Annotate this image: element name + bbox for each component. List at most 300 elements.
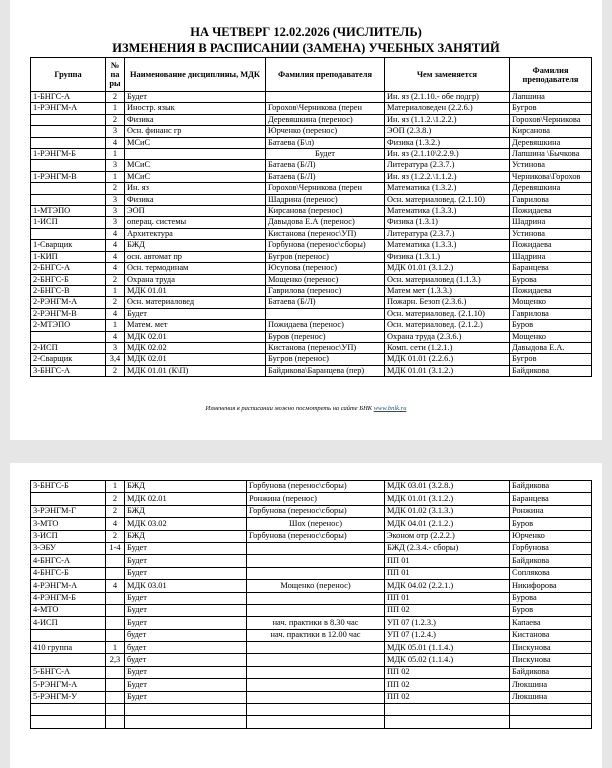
cell-new-teacher: Ронжина — [510, 505, 592, 517]
table-row — [31, 679, 592, 691]
cell-group — [31, 654, 106, 666]
cell-discipline: Ин. яз — [125, 183, 266, 194]
table-row — [31, 691, 592, 703]
col-header-new-teacher: Фамилия преподавателя — [510, 58, 592, 92]
table-row — [31, 92, 592, 103]
cell-pair: 3 — [106, 126, 125, 137]
cell-discipline: Охрана труда — [125, 274, 266, 285]
cell-teacher — [247, 704, 385, 716]
cell-replacement: Материаловеден (2.2.6.) — [385, 103, 510, 114]
cell-new-teacher: Шадрина — [510, 217, 592, 228]
cell-pair: 4 — [106, 331, 125, 342]
col-header-teacher: Фамилия преподавателя — [266, 58, 385, 92]
cell-group — [31, 137, 106, 148]
cell-discipline: Будет — [125, 308, 266, 319]
cell-new-teacher: Кистанова — [510, 629, 592, 641]
cell-replacement: БЖД (2.3.4.- сборы) — [385, 542, 510, 554]
cell-pair: 4 — [106, 228, 125, 239]
cell-replacement: МДК 04.01 (2.1.2.) — [385, 518, 510, 530]
table-row — [31, 217, 592, 228]
cell-discipline: МДК 02.01 — [125, 331, 266, 342]
cell-new-teacher: Пожидаева — [510, 285, 592, 296]
cell-new-teacher: Байдикова — [510, 481, 592, 493]
cell-discipline: осн. автомат пр — [125, 251, 266, 262]
table-row — [31, 704, 592, 716]
cell-group: 3-ЭБУ — [31, 542, 106, 554]
cell-new-teacher — [510, 704, 592, 716]
cell-new-teacher: Горохов\Черникова — [510, 114, 592, 125]
cell-replacement: УП 07 (1.2.3.) — [385, 617, 510, 629]
cell-group: 1-РЭНГМ-В — [31, 171, 106, 182]
table-row — [31, 149, 592, 160]
cell-group — [31, 493, 106, 505]
cell-pair: 2 — [106, 92, 125, 103]
cell-pair: 1 — [106, 481, 125, 493]
cell-teacher: Кистанова (перенос\УП) — [266, 342, 385, 353]
schedule-table-2 — [30, 480, 592, 729]
cell-discipline — [125, 704, 247, 716]
cell-new-teacher: Деревяшкина — [510, 137, 592, 148]
cell-replacement: Осн. материаловед. (2.1.2.) — [385, 320, 510, 331]
cell-replacement: ЭОП (2.3.8.) — [385, 126, 510, 137]
col-header-replacement: Чем заменяется — [385, 58, 510, 92]
cell-group: 2-ИСП — [31, 342, 106, 353]
cell-replacement: МДК 04.02 (2.2.1.) — [385, 580, 510, 592]
cell-discipline: будет — [125, 642, 247, 654]
cell-replacement: МДК 01.01 (2.2.6.) — [385, 354, 510, 365]
cell-group: 4-РЭНГМ-Б — [31, 592, 106, 604]
schedule-page-1 — [10, 0, 602, 440]
cell-pair: 2 — [106, 493, 125, 505]
table-row — [31, 342, 592, 353]
cell-teacher — [247, 691, 385, 703]
cell-replacement: ПП 02 — [385, 604, 510, 616]
cell-pair: 2 — [106, 530, 125, 542]
table-row — [31, 604, 592, 616]
table-row — [31, 228, 592, 239]
cell-teacher — [247, 567, 385, 579]
cell-pair: 1 — [106, 285, 125, 296]
cell-new-teacher: Юрченко — [510, 530, 592, 542]
cell-new-teacher: Пожидаева — [510, 240, 592, 251]
cell-discipline: Будет — [125, 679, 247, 691]
cell-new-teacher: Люкшина — [510, 691, 592, 703]
cell-pair: 3 — [106, 194, 125, 205]
cell-replacement: МДК 01.01 (3.1.2.) — [385, 263, 510, 274]
table-row — [31, 354, 592, 365]
cell-replacement: МДК 01.01 (3.1.2.) — [385, 365, 510, 376]
cell-group — [31, 716, 106, 728]
table-row — [31, 297, 592, 308]
note-text: Изменения в расписании можно посмотреть на сайте БНК — [205, 405, 373, 412]
cell-new-teacher: Пожидаева — [510, 206, 592, 217]
cell-pair: 3 — [106, 160, 125, 171]
cell-pair: 1 — [106, 103, 125, 114]
cell-group: 5-РЭНГМ-У — [31, 691, 106, 703]
cell-pair — [106, 629, 125, 641]
cell-teacher — [266, 308, 385, 319]
cell-teacher — [247, 592, 385, 604]
cell-replacement: Математика (1.3.2.) — [385, 183, 510, 194]
cell-replacement — [385, 704, 510, 716]
cell-discipline: Физика — [125, 114, 266, 125]
cell-teacher: Батаева (Б/Л) — [266, 297, 385, 308]
table-header — [31, 58, 592, 92]
cell-group: 3-БНГС-А — [31, 365, 106, 376]
cell-pair — [106, 679, 125, 691]
cell-group: 1-РЭНГМ-Б — [31, 149, 106, 160]
cell-pair: 4 — [106, 240, 125, 251]
table-row — [31, 320, 592, 331]
cell-replacement: Комп. сети (1.2.1.) — [385, 342, 510, 353]
cell-teacher: Давыдова Е.А (перенос) — [266, 217, 385, 228]
table-row — [31, 126, 592, 137]
cell-group: 2-РЭНГМ-В — [31, 308, 106, 319]
cell-group: 5-БНГС-А — [31, 666, 106, 678]
cell-new-teacher: Гаврилова — [510, 194, 592, 205]
cell-teacher — [247, 542, 385, 554]
cell-group — [31, 114, 106, 125]
cell-discipline: Будет — [125, 691, 247, 703]
cell-discipline: БЖД — [125, 505, 247, 517]
cell-discipline: МДК 03.01 — [125, 580, 247, 592]
cell-new-teacher: Мощенко — [510, 331, 592, 342]
cell-discipline: МДК 02.01 — [125, 354, 266, 365]
cell-new-teacher: Буров — [510, 604, 592, 616]
cell-discipline: МСиС — [125, 160, 266, 171]
cell-new-teacher: Кирсанова — [510, 126, 592, 137]
cell-discipline: Матем. мет — [125, 320, 266, 331]
cell-new-teacher: Черникова\Горохов — [510, 171, 592, 182]
cell-new-teacher: Бугров — [510, 354, 592, 365]
cell-replacement: ПП 01 — [385, 592, 510, 604]
cell-discipline: операц. системы — [125, 217, 266, 228]
table-row — [31, 160, 592, 171]
cell-new-teacher: Никифорова — [510, 580, 592, 592]
cell-teacher: Горбунова (перенос\сборы) — [247, 505, 385, 517]
cell-new-teacher: Устинова — [510, 160, 592, 171]
cell-pair: 3 — [106, 217, 125, 228]
cell-teacher — [247, 666, 385, 678]
cell-discipline: будет — [125, 629, 247, 641]
cell-group: 1-РЭНГМ-А — [31, 103, 106, 114]
cell-teacher — [247, 642, 385, 654]
cell-teacher: Бугров (перенос) — [266, 251, 385, 262]
cell-group — [31, 331, 106, 342]
cell-group — [31, 228, 106, 239]
cell-discipline: Будет — [125, 92, 266, 103]
cell-discipline: Будет — [125, 555, 247, 567]
table-row — [31, 629, 592, 641]
table-row — [31, 365, 592, 376]
cell-pair: 4 — [106, 137, 125, 148]
cell-discipline: Физика — [125, 194, 266, 205]
table-row — [31, 481, 592, 493]
cell-group: 4-РЭНГМ-А — [31, 580, 106, 592]
cell-replacement: Осн. материаловед (1.1.3.) — [385, 274, 510, 285]
table-row — [31, 493, 592, 505]
cell-new-teacher: Пискунова — [510, 654, 592, 666]
cell-pair — [106, 666, 125, 678]
cell-pair: 2 — [106, 505, 125, 517]
cell-teacher: Будет — [266, 149, 385, 160]
cell-teacher — [247, 716, 385, 728]
table-row — [31, 206, 592, 217]
table-row — [31, 183, 592, 194]
cell-teacher — [247, 679, 385, 691]
cell-teacher — [247, 654, 385, 666]
cell-replacement: Пожарн. Безоп (2.3.6.) — [385, 297, 510, 308]
cell-group: 2-БНГС-В — [31, 285, 106, 296]
cell-pair: 1 — [106, 320, 125, 331]
cell-pair: 1 — [106, 149, 125, 160]
cell-teacher: Горбунова (перенос\сборы) — [266, 240, 385, 251]
cell-new-teacher: Буров — [510, 518, 592, 530]
cell-group: 410 группа — [31, 642, 106, 654]
cell-teacher: Шох (перенос) — [247, 518, 385, 530]
cell-new-teacher: Гаврилова — [510, 308, 592, 319]
cell-pair: 1 — [106, 642, 125, 654]
cell-new-teacher — [510, 716, 592, 728]
cell-group: 1-Сварщик — [31, 240, 106, 251]
cell-discipline: БЖД — [125, 530, 247, 542]
cell-replacement: Математика (1.3.3.) — [385, 206, 510, 217]
cell-new-teacher: Мощенко — [510, 297, 592, 308]
cell-group: 4-БНГС-Б — [31, 567, 106, 579]
cell-new-teacher: Байдикова — [510, 666, 592, 678]
cell-replacement: ПП 02 — [385, 691, 510, 703]
cell-group: 2-РЭНГМ-А — [31, 297, 106, 308]
cell-discipline: МДК 02.02 — [125, 342, 266, 353]
table-row — [31, 240, 592, 251]
cell-replacement: Физика (1.3.1.) — [385, 251, 510, 262]
cell-group: 2-БНГС-А — [31, 263, 106, 274]
cell-new-teacher: Байдикова — [510, 555, 592, 567]
cell-discipline: Будет — [125, 666, 247, 678]
cell-replacement: ПП 02 — [385, 666, 510, 678]
cell-group: 3-БНГС-Б — [31, 481, 106, 493]
cell-teacher: Горбунова (перенос\сборы) — [247, 530, 385, 542]
table-row — [31, 251, 592, 262]
cell-new-teacher: Лапшина — [510, 92, 592, 103]
table-row — [31, 263, 592, 274]
table-row — [31, 274, 592, 285]
cell-teacher: нач. практики в 12.00 час — [247, 629, 385, 641]
website-note — [10, 405, 602, 412]
cell-discipline: будет — [125, 654, 247, 666]
cell-discipline — [125, 149, 266, 160]
table-row — [31, 642, 592, 654]
cell-new-teacher: Устинова — [510, 228, 592, 239]
cell-replacement: ПП 02 — [385, 679, 510, 691]
cell-teacher: Ронжина (перенос) — [247, 493, 385, 505]
cell-pair: 4 — [106, 580, 125, 592]
cell-teacher: Батаева (Б\л) — [266, 137, 385, 148]
cell-teacher: Юсупова (перенос) — [266, 263, 385, 274]
schedule-table-1 — [30, 57, 592, 377]
cell-pair — [106, 704, 125, 716]
cell-group — [31, 183, 106, 194]
cell-teacher: Шадрина (перенос) — [266, 194, 385, 205]
cell-group: 4-БНГС-А — [31, 555, 106, 567]
cell-replacement: МДК 05.01 (1.1.4.) — [385, 642, 510, 654]
cell-pair: 2 — [106, 274, 125, 285]
cell-replacement: Ин. яз (1.2.2.\1.1.2.) — [385, 171, 510, 182]
table-row — [31, 580, 592, 592]
cell-pair: 2 — [106, 183, 125, 194]
cell-pair: 4 — [106, 518, 125, 530]
cell-pair — [106, 604, 125, 616]
cell-new-teacher: Байдикова — [510, 365, 592, 376]
cell-teacher: Горбунова (перенос\сборы) — [247, 481, 385, 493]
cell-discipline — [125, 716, 247, 728]
cell-group: 3-РЭНГМ-Г — [31, 505, 106, 517]
cell-replacement: Ин. яз (1.1.2.\1.2.2.) — [385, 114, 510, 125]
cell-pair: 1-4 — [106, 542, 125, 554]
cell-teacher: Батаева (Б/Л) — [266, 160, 385, 171]
cell-new-teacher: Люкшина — [510, 679, 592, 691]
cell-replacement: ПП 01 — [385, 567, 510, 579]
table-row — [31, 331, 592, 342]
cell-discipline: МСиС — [125, 171, 266, 182]
cell-pair — [106, 691, 125, 703]
cell-replacement: Эконом отр (2.2.2.) — [385, 530, 510, 542]
cell-new-teacher: Бугров — [510, 103, 592, 114]
cell-new-teacher: Бурова — [510, 274, 592, 285]
cell-replacement: ПП 01 — [385, 555, 510, 567]
cell-replacement: Физика (1.3.1) — [385, 217, 510, 228]
cell-teacher: Деревяшкина (перенос) — [266, 114, 385, 125]
cell-new-teacher: Буров — [510, 320, 592, 331]
cell-discipline: МДК 02.01 — [125, 493, 247, 505]
cell-teacher — [247, 604, 385, 616]
cell-group: 5-РЭНГМ-А — [31, 679, 106, 691]
website-link[interactable]: www.bnlk.ru — [373, 405, 407, 412]
cell-group: 1-ИСП — [31, 217, 106, 228]
cell-teacher: Буров (перенос) — [266, 331, 385, 342]
cell-replacement: Осн. материаловед. (2.1.10) — [385, 194, 510, 205]
page-subtitle: ИЗМЕНЕНИЯ В РАСПИСАНИИ (ЗАМЕНА) УЧЕБНЫХ ЗАНЯТИЙ — [112, 41, 500, 55]
cell-pair — [106, 716, 125, 728]
cell-group: 4-ИСП — [31, 617, 106, 629]
cell-replacement: Осн. материаловед. (2.1.10) — [385, 308, 510, 319]
col-header-discipline: Наименование дисциплины, МДК — [125, 58, 266, 92]
cell-teacher: Горохов\Черникова (перен — [266, 183, 385, 194]
cell-teacher: Горохов\Черникова (перен — [266, 103, 385, 114]
cell-replacement: Литература (2.3.7.) — [385, 160, 510, 171]
cell-pair: 4 — [106, 251, 125, 262]
cell-teacher: Бугров (перенос) — [266, 354, 385, 365]
cell-teacher: Кистанова (перенос\УП) — [266, 228, 385, 239]
table-row — [31, 542, 592, 554]
table-row — [31, 518, 592, 530]
table-row — [31, 308, 592, 319]
cell-teacher: Байдикова\Баранцева (пер) — [266, 365, 385, 376]
cell-discipline: МСиС — [125, 137, 266, 148]
cell-discipline: МДК 03.02 — [125, 518, 247, 530]
cell-discipline: Будет — [125, 542, 247, 554]
cell-group: 2-Сварщик — [31, 354, 106, 365]
cell-discipline: Будет — [125, 567, 247, 579]
cell-discipline: БЖД — [125, 240, 266, 251]
cell-replacement: МДК 03.01 (3.2.8.) — [385, 481, 510, 493]
cell-new-teacher: Бурова — [510, 592, 592, 604]
cell-group — [31, 126, 106, 137]
cell-replacement: Ин. яз (2.1.10.- обе подгр) — [385, 92, 510, 103]
cell-teacher — [266, 92, 385, 103]
table-row — [31, 567, 592, 579]
cell-replacement: Математика (1.3.3.) — [385, 240, 510, 251]
cell-discipline: МДК 01.01 (К\П) — [125, 365, 266, 376]
table-row — [31, 592, 592, 604]
table-row — [31, 171, 592, 182]
cell-new-teacher: Баранцева — [510, 263, 592, 274]
cell-teacher: Батаева (Б/Л) — [266, 171, 385, 182]
table-row — [31, 666, 592, 678]
cell-new-teacher: Пискунова — [510, 642, 592, 654]
cell-discipline: Осн. финанс гр — [125, 126, 266, 137]
cell-teacher: Юрченко (перенос) — [266, 126, 385, 137]
cell-group: 1-МТЭПО — [31, 206, 106, 217]
table-row — [31, 716, 592, 728]
cell-teacher: Мощенко (перенос) — [247, 580, 385, 592]
cell-group: 3-ИСП — [31, 530, 106, 542]
table-row — [31, 654, 592, 666]
cell-new-teacher: Давыдова Е.А. — [510, 342, 592, 353]
cell-teacher: Пожидаева (перенос) — [266, 320, 385, 331]
cell-replacement: МДК 01.01 (3.1.2.) — [385, 493, 510, 505]
cell-group — [31, 704, 106, 716]
cell-pair: 3,4 — [106, 354, 125, 365]
cell-group: 2-МТЭПО — [31, 320, 106, 331]
cell-discipline: БЖД — [125, 481, 247, 493]
cell-teacher: Гаврилова (перенос) — [266, 285, 385, 296]
cell-group: 4-МТО — [31, 604, 106, 616]
schedule-page-2 — [10, 463, 602, 768]
cell-pair — [106, 617, 125, 629]
cell-discipline: ЭОП — [125, 206, 266, 217]
cell-replacement: Ин. яз (2.1.10\2.2.9.) — [385, 149, 510, 160]
col-header-pair: № па ры — [106, 58, 125, 92]
cell-new-teacher: Деревяшкина — [510, 183, 592, 194]
cell-discipline: Осн. термодинам — [125, 263, 266, 274]
cell-group — [31, 160, 106, 171]
cell-teacher: Кирсанова (перенос) — [266, 206, 385, 217]
table-row — [31, 555, 592, 567]
table-row — [31, 137, 592, 148]
cell-new-teacher: Баранцева — [510, 493, 592, 505]
cell-replacement: УП 07 (1.2.4.) — [385, 629, 510, 641]
cell-replacement: МДК 01.02 (3.1.3.) — [385, 505, 510, 517]
cell-new-teacher: Капаева — [510, 617, 592, 629]
cell-pair: 4 — [106, 263, 125, 274]
cell-group: 3-МТО — [31, 518, 106, 530]
cell-group: 2-БНГС-Б — [31, 274, 106, 285]
table-row — [31, 285, 592, 296]
cell-pair: 1 — [106, 171, 125, 182]
cell-replacement: Матем мет (1.3.3.) — [385, 285, 510, 296]
cell-new-teacher: Соплякова — [510, 567, 592, 579]
table-row — [31, 114, 592, 125]
cell-teacher: Мощенко (перенос) — [266, 274, 385, 285]
cell-replacement: МДК 05.02 (1.1.4.) — [385, 654, 510, 666]
cell-replacement — [385, 716, 510, 728]
table-row — [31, 617, 592, 629]
cell-discipline: Будет — [125, 592, 247, 604]
cell-group — [31, 194, 106, 205]
cell-discipline: Будет — [125, 617, 247, 629]
cell-group: 1-БНГС-А — [31, 92, 106, 103]
